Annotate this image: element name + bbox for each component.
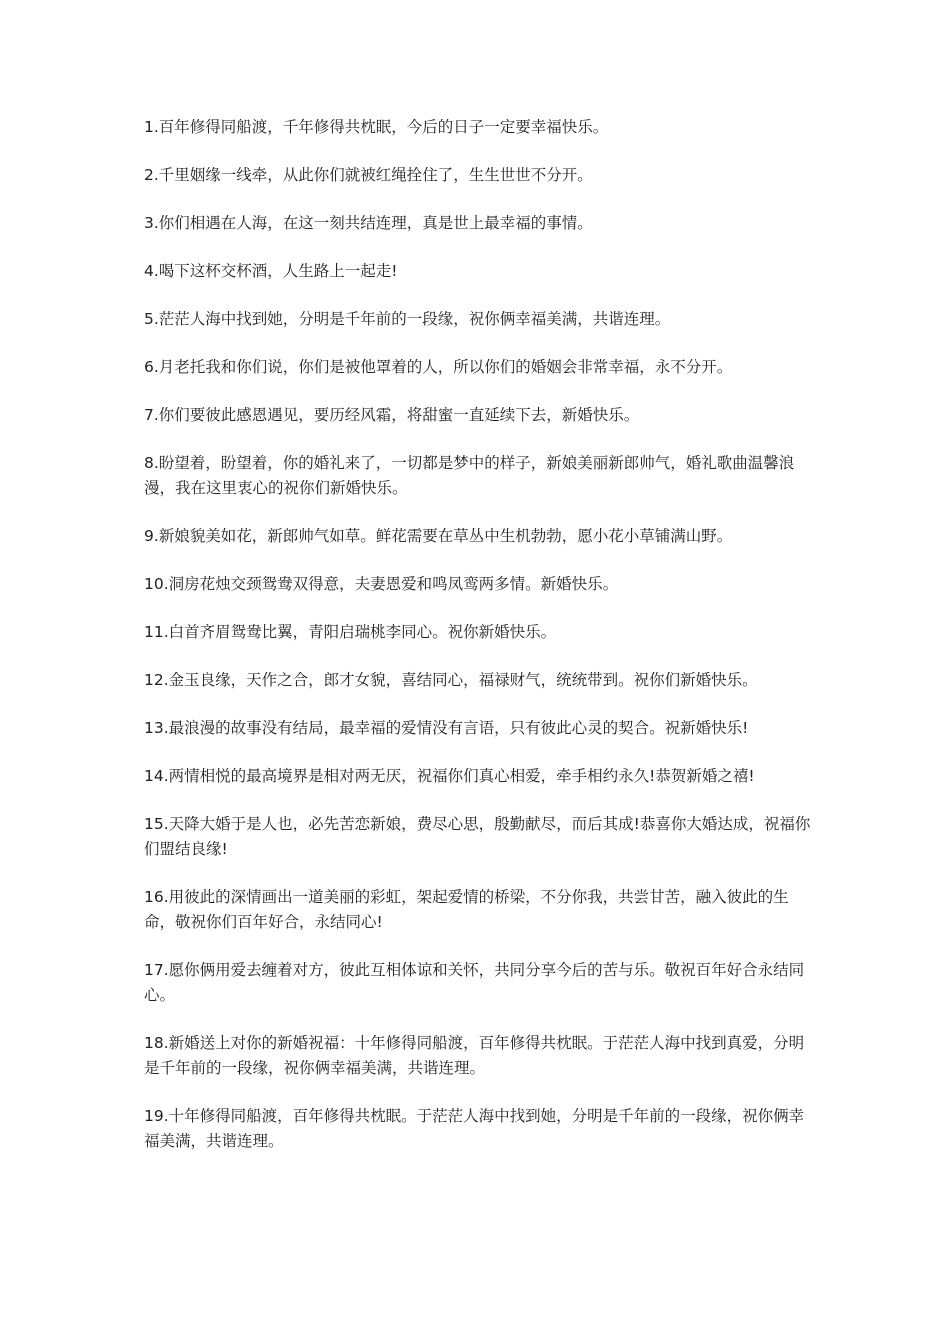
blessing-paragraph: 13.最浪漫的故事没有结局，最幸福的爱情没有言语，只有彼此心灵的契合。祝新婚快乐! [144, 719, 749, 737]
blessing-paragraph: 1.百年修得同船渡，千年修得共枕眠，今后的日子一定要幸福快乐。 [144, 118, 609, 136]
blessing-paragraph: 14.两情相悦的最高境界是相对两无厌，祝福你们真心相爱，牵手相约永久!恭贺新婚之禧! [144, 767, 755, 785]
blessing-paragraph: 3.你们相遇在人海，在这一刻共结连理，真是世上最幸福的事情。 [144, 214, 593, 232]
blessing-paragraph: 10.洞房花烛交颈鸳鸯双得意，夫妻恩爱和鸣凤鸾两多情。新婚快乐。 [144, 575, 619, 593]
blessing-paragraph: 2.千里姻缘一线牵，从此你们就被红绳拴住了，生生世世不分开。 [144, 166, 593, 184]
blessing-paragraph: 9.新娘貌美如花，新郎帅气如草。鲜花需要在草丛中生机勃勃，愿小花小草铺满山野。 [144, 527, 733, 545]
blessing-paragraph: 5.茫茫人海中找到她，分明是千年前的一段缘，祝你俩幸福美满，共谐连理。 [144, 310, 671, 328]
blessing-paragraph: 15.天降大婚于是人也，必先苦恋新娘，费尽心思，殷勤献尽，而后其成!恭喜你大婚达成，祝福你们盟结良缘! [144, 815, 811, 858]
blessing-list [144, 115, 816, 1177]
blessing-paragraph: 19.十年修得同船渡，百年修得共枕眠。于茫茫人海中找到她，分明是千年前的一段缘，祝你俩幸福美满，共谐连理。 [144, 1107, 805, 1150]
blessing-paragraph: 8.盼望着，盼望着，你的婚礼来了，一切都是梦中的样子，新娘美丽新郎帅气，婚礼歌曲温馨浪漫，我在这里衷心的祝你们新婚快乐。 [144, 454, 795, 497]
blessing-paragraph: 4.喝下这杯交杯酒，人生路上一起走! [144, 262, 398, 280]
blessing-paragraph: 6.月老托我和你们说，你们是被他罩着的人，所以你们的婚姻会非常幸福，永不分开。 [144, 358, 733, 376]
blessing-paragraph: 11.白首齐眉鸳鸯比翼，青阳启瑞桃李同心。祝你新婚快乐。 [144, 623, 557, 641]
blessing-paragraph: 18.新婚送上对你的新婚祝福：十年修得同船渡，百年修得共枕眠。于茫茫人海中找到真爱，分明是千年前的一段缘，祝你俩幸福美满，共谐连理。 [144, 1034, 805, 1077]
blessing-paragraph: 7.你们要彼此感恩遇见，要历经风霜，将甜蜜一直延续下去，新婚快乐。 [144, 406, 640, 424]
blessing-paragraph: 12.金玉良缘，天作之合，郎才女貌，喜结同心，福禄财气，统统带到。祝你们新婚快乐。 [144, 671, 758, 689]
blessing-paragraph: 16.用彼此的深情画出一道美丽的彩虹，架起爱情的桥梁，不分你我，共尝甘苦，融入彼此的生命，敬祝你们百年好合，永结同心! [144, 888, 789, 931]
blessing-paragraph: 17.愿你俩用爱去缠着对方，彼此互相体谅和关怀，共同分享今后的苦与乐。敬祝百年好合永结同心。 [144, 961, 805, 1004]
